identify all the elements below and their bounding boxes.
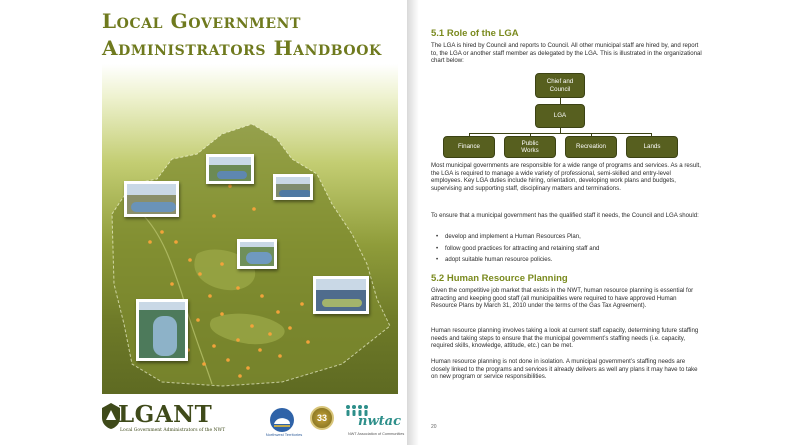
book-spine-shadow — [407, 0, 419, 445]
aerial-town-photo-5 — [313, 276, 369, 314]
cover-title — [102, 8, 402, 62]
aerial-town-photo-3 — [273, 174, 313, 200]
section-5-1-paragraph-3: To ensure that a municipal government has the qualified staff it needs, the Council and LGA should: — [431, 212, 699, 219]
bullet-item: • adopt suitable human resource policies. — [431, 254, 701, 266]
org-box-label: Finance — [457, 143, 480, 151]
org-box-recreation — [565, 136, 617, 158]
org-box-label: LGA — [553, 112, 567, 120]
aerial-town-photo-6 — [136, 299, 188, 361]
lgant-logo-text: LGANT — [118, 401, 213, 428]
org-box-public-works — [504, 136, 556, 158]
section-5-1-heading: 5.1 Role of the LGA — [431, 28, 519, 39]
section-5-2-paragraph-1: Given the competitive job market that exists in the NWT, human resource planning is essential for attracting and keeping good staff (all municipalities were required to have approved Human Resource Plans by March 31, 2010 under the terms of the Gas Tax Agreement). — [431, 287, 694, 310]
cover-title-line-2: Administrators Handbook — [102, 36, 382, 60]
org-box-finance — [443, 136, 495, 158]
aerial-town-photo-2 — [124, 181, 179, 217]
cover-page — [90, 0, 408, 445]
section-5-1-intro: The LGA is hired by Council and reports to Council. All other municipal staff are hired by, and report to, the LGA or another staff member as delegated by the LGA. This is illustrated in the organizational chart below: — [431, 42, 702, 65]
nwtac-logo-text: nwtac — [358, 414, 401, 429]
lgant-logo-subtitle: Local Government Administrators of the NWT — [120, 428, 226, 433]
bullet-item: • develop and implement a Human Resources Plan, — [431, 231, 701, 243]
org-box-label: Public Works — [521, 139, 539, 154]
nwt-map-panel — [102, 64, 398, 394]
org-box-label: Recreation — [576, 143, 606, 151]
aerial-town-photo-4 — [237, 239, 277, 269]
section-5-1-bullet-list — [431, 231, 701, 266]
cover-footer-logos — [90, 398, 408, 445]
org-box-lands — [626, 136, 678, 158]
org-box-label: Chief and Council — [546, 78, 574, 93]
org-box-chief-and-council — [535, 73, 585, 98]
nwtac-logo-subtitle: NWT Association of Communities — [348, 432, 405, 436]
nwt-polar-bear-logo-icon — [268, 406, 296, 434]
page-number: 20 — [431, 424, 437, 430]
handbook-page — [419, 0, 710, 445]
org-box-label: Lands — [643, 143, 661, 151]
cover-title-line-1: Local Government — [102, 9, 302, 33]
aerial-town-photo-1 — [206, 154, 254, 184]
org-connector — [469, 133, 652, 134]
anniversary-badge: 33 — [310, 406, 334, 430]
nwt-logo-label: Northwest Territories — [265, 432, 303, 437]
section-5-2-paragraph-2: Human resource planning involves taking a look at current staff capacity, determining future staffing needs and taking steps to ensure that the municipal government’s staffing needs (i.e. capacity, required skills, knowledge, attitude, etc.) can be met. — [431, 327, 699, 350]
section-5-2-paragraph-3: Human resource planning is not done in isolation. A municipal government’s staffing needs are closely linked to the programs and services it already delivers as well any plans it may have to take on new program or service responsibilities. — [431, 358, 698, 381]
section-5-2-heading: 5.2 Human Resource Planning — [431, 273, 568, 284]
org-box-lga — [535, 104, 585, 128]
section-5-1-paragraph-2: Most municipal governments are responsible for a wide range of programs and services. As a result, the LGA is required to manage a wide variety of professional, semi-skilled and entry-level employees. Key LGA duties include hiring, orientation, developing work plans and budgets, supervising and supporting staff, disciplinary matters and terminations. — [431, 162, 701, 193]
bullet-item: • follow good practices for attracting and retaining staff and — [431, 243, 701, 255]
